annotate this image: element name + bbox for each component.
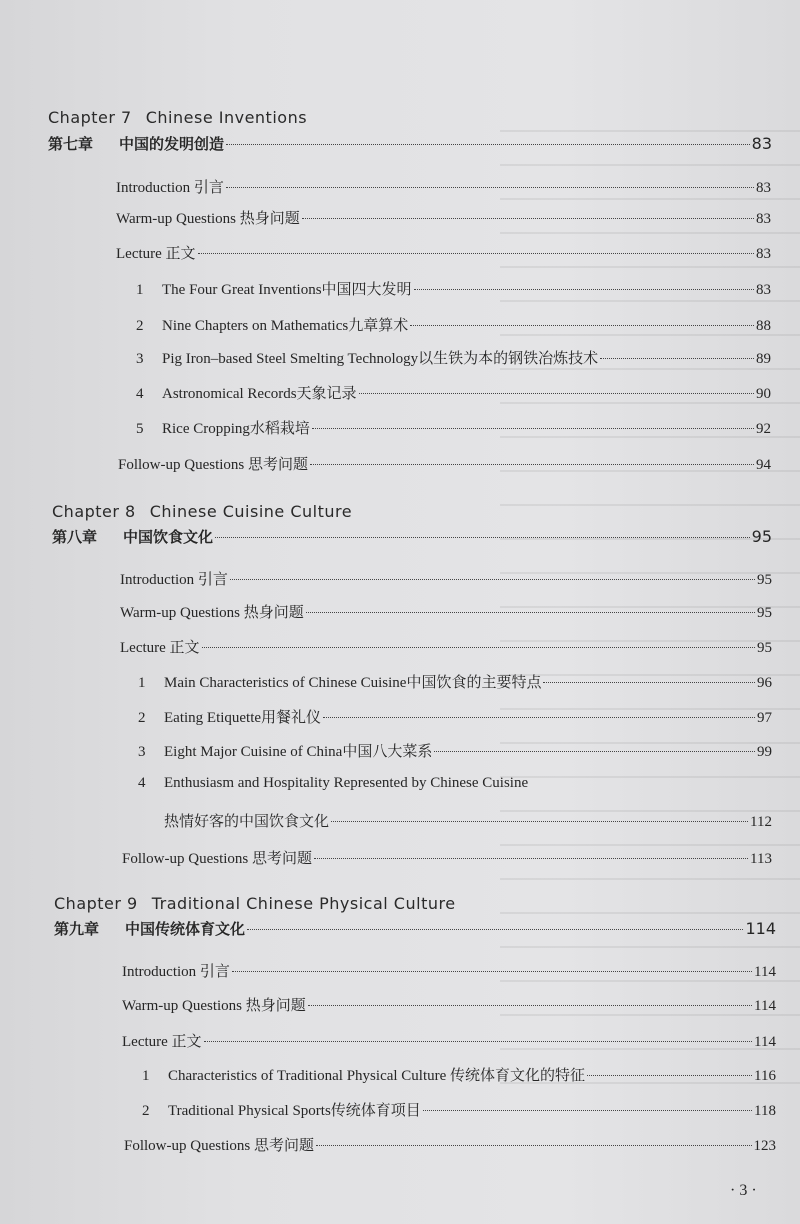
section-number: 1 bbox=[142, 1068, 150, 1084]
entry-label: Warm-up Questions 热身问题 bbox=[120, 605, 304, 621]
chapter-7-number: Chapter 7 bbox=[48, 108, 132, 127]
entry-label: Introduction 引言 bbox=[122, 964, 230, 980]
section-label: Eight Major Cuisine of China中国八大菜系 bbox=[164, 744, 433, 760]
toc-entry bbox=[120, 636, 772, 657]
chapter-8-page: 95 bbox=[751, 527, 772, 546]
entry-label: Follow-up Questions 思考问题 bbox=[124, 1138, 315, 1154]
chapter-9-cn-number: 第九章 bbox=[54, 920, 100, 938]
toc-section bbox=[142, 1064, 776, 1085]
entry-label: Introduction 引言 bbox=[120, 572, 228, 588]
chapter-8-english-heading bbox=[52, 502, 352, 521]
section-label: The Four Great Inventions中国四大发明 bbox=[162, 282, 412, 298]
leader-dots bbox=[310, 464, 754, 465]
entry-page: 123 bbox=[753, 1138, 776, 1154]
leader-dots bbox=[543, 682, 755, 683]
entry-label: Follow-up Questions 思考问题 bbox=[118, 457, 309, 473]
toc-entry bbox=[118, 453, 771, 474]
entry-label: Warm-up Questions 热身问题 bbox=[116, 211, 300, 227]
leader-dots bbox=[247, 929, 743, 930]
toc-entry bbox=[116, 176, 771, 197]
leader-dots bbox=[314, 858, 748, 859]
chapter-8-cn-number: 第八章 bbox=[52, 528, 98, 546]
leader-dots bbox=[410, 325, 754, 326]
section-page: 99 bbox=[757, 744, 772, 760]
chapter-7-title: Chinese Inventions bbox=[145, 108, 308, 127]
leader-dots bbox=[306, 612, 755, 613]
section-label: Nine Chapters on Mathematics九章算术 bbox=[162, 318, 409, 334]
section-number: 2 bbox=[136, 318, 144, 334]
section-number: 4 bbox=[136, 386, 144, 402]
section-page: 116 bbox=[754, 1068, 776, 1084]
leader-dots bbox=[226, 144, 750, 145]
entry-label: Introduction 引言 bbox=[116, 180, 224, 196]
toc-section bbox=[142, 1099, 776, 1120]
entry-page: 114 bbox=[754, 998, 776, 1014]
leader-dots bbox=[331, 821, 748, 822]
section-label: Rice Cropping水稻栽培 bbox=[162, 421, 310, 437]
entry-page: 83 bbox=[756, 180, 771, 196]
section-number: 1 bbox=[138, 675, 146, 691]
toc-entry bbox=[116, 207, 771, 228]
section-label: Enthusiasm and Hospitality Represented by Chinese Cuisine bbox=[164, 775, 529, 791]
toc-entry bbox=[116, 242, 771, 263]
toc-section bbox=[136, 382, 771, 403]
toc-section bbox=[136, 278, 771, 299]
section-label: Eating Etiquette用餐礼仪 bbox=[164, 710, 322, 726]
section-page: 92 bbox=[756, 421, 771, 437]
chapter-7-cn-title: 中国的发明创造 bbox=[119, 135, 225, 153]
entry-page: 114 bbox=[754, 1034, 776, 1050]
toc-entry bbox=[124, 1134, 776, 1155]
leader-dots bbox=[198, 253, 754, 254]
section-label: Astronomical Records天象记录 bbox=[162, 386, 357, 402]
leader-dots bbox=[230, 579, 755, 580]
leader-dots bbox=[414, 289, 754, 290]
entry-label: Lecture 正文 bbox=[116, 246, 196, 262]
leader-dots bbox=[600, 358, 754, 359]
section-page: 96 bbox=[757, 675, 772, 691]
leader-dots bbox=[434, 751, 755, 752]
section-number: 2 bbox=[138, 710, 146, 726]
section-number: 4 bbox=[138, 775, 146, 791]
leader-dots bbox=[316, 1145, 751, 1146]
section-page: 112 bbox=[750, 814, 772, 830]
entry-label: Warm-up Questions 热身问题 bbox=[122, 998, 306, 1014]
toc-entry bbox=[120, 568, 772, 589]
leader-dots bbox=[226, 187, 754, 188]
chapter-9-title: Traditional Chinese Physical Culture bbox=[151, 894, 456, 913]
toc-section bbox=[138, 706, 772, 727]
toc-entry bbox=[122, 1030, 776, 1051]
chapter-7-page: 83 bbox=[751, 134, 772, 153]
entry-label: Lecture 正文 bbox=[120, 640, 200, 656]
section-page: 118 bbox=[754, 1103, 776, 1119]
page-number: · 3 · bbox=[730, 1182, 757, 1199]
toc-section bbox=[138, 671, 772, 692]
section-label: Characteristics of Traditional Physical Culture 传统体育文化的特征 bbox=[168, 1068, 586, 1084]
section-page: 90 bbox=[756, 386, 771, 402]
chapter-9-page: 114 bbox=[745, 919, 776, 938]
section-label: Traditional Physical Sports传统体育项目 bbox=[168, 1103, 421, 1119]
entry-page: 95 bbox=[757, 572, 772, 588]
entry-page: 114 bbox=[754, 964, 776, 980]
section-number: 5 bbox=[136, 421, 144, 437]
leader-dots bbox=[308, 1005, 752, 1006]
chapter-9-cn-title: 中国传统体育文化 bbox=[125, 920, 246, 938]
toc-entry bbox=[122, 960, 776, 981]
chapter-7-english-heading bbox=[48, 108, 307, 127]
chapter-7-cn-number: 第七章 bbox=[48, 135, 94, 153]
toc-entry bbox=[122, 847, 772, 868]
toc-section bbox=[136, 417, 771, 438]
toc-entry bbox=[120, 601, 772, 622]
leader-dots bbox=[587, 1075, 752, 1076]
section-page: 97 bbox=[757, 710, 772, 726]
toc-section-continuation bbox=[164, 810, 772, 831]
section-label-line2: 热情好客的中国饮食文化 bbox=[164, 814, 330, 830]
entry-label: Follow-up Questions 思考问题 bbox=[122, 851, 313, 867]
section-label: Main Characteristics of Chinese Cuisine中国饮食的主要特点 bbox=[164, 675, 542, 691]
chapter-7-chinese-heading bbox=[48, 133, 772, 154]
leader-dots bbox=[312, 428, 754, 429]
chapter-8-number: Chapter 8 bbox=[52, 502, 136, 521]
entry-page: 83 bbox=[756, 246, 771, 262]
leader-dots bbox=[215, 537, 750, 538]
chapter-9-number: Chapter 9 bbox=[54, 894, 138, 913]
entry-page: 83 bbox=[756, 211, 771, 227]
section-page: 83 bbox=[756, 282, 771, 298]
leader-dots bbox=[302, 218, 754, 219]
toc-entry bbox=[122, 994, 776, 1015]
toc-section-first-line bbox=[138, 775, 528, 792]
leader-dots bbox=[204, 1041, 752, 1042]
leader-dots bbox=[423, 1110, 752, 1111]
leader-dots bbox=[202, 647, 755, 648]
section-label: Pig Iron–based Steel Smelting Technology以生铁为本的钢铁冶炼技术 bbox=[162, 351, 599, 367]
entry-page: 113 bbox=[750, 851, 772, 867]
section-page: 89 bbox=[756, 351, 771, 367]
chapter-8-cn-title: 中国饮食文化 bbox=[123, 528, 214, 546]
section-page: 88 bbox=[756, 318, 771, 334]
chapter-8-title: Chinese Cuisine Culture bbox=[149, 502, 353, 521]
section-number: 3 bbox=[136, 351, 144, 367]
chapter-8-chinese-heading bbox=[52, 526, 772, 547]
leader-dots bbox=[323, 717, 755, 718]
entry-page: 95 bbox=[757, 640, 772, 656]
leader-dots bbox=[232, 971, 752, 972]
section-number: 2 bbox=[142, 1103, 150, 1119]
toc-section bbox=[136, 314, 771, 335]
toc-section bbox=[138, 740, 772, 761]
section-number: 3 bbox=[138, 744, 146, 760]
entry-page: 94 bbox=[756, 457, 771, 473]
entry-page: 95 bbox=[757, 605, 772, 621]
chapter-9-chinese-heading bbox=[54, 918, 776, 939]
entry-label: Lecture 正文 bbox=[122, 1034, 202, 1050]
chapter-9-english-heading bbox=[54, 894, 456, 913]
section-number: 1 bbox=[136, 282, 144, 298]
leader-dots bbox=[359, 393, 754, 394]
toc-section bbox=[136, 347, 771, 368]
